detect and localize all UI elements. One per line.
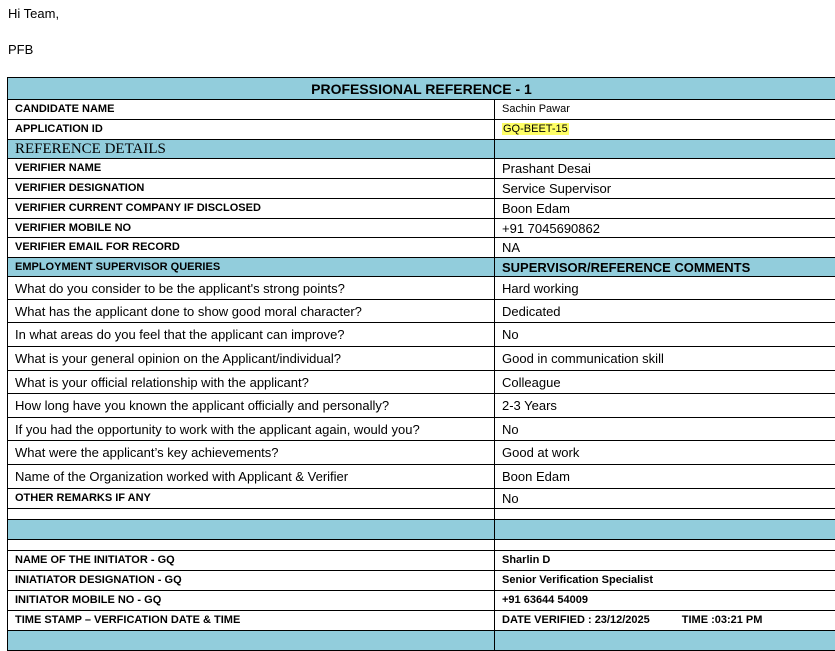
query-answer: Colleague	[495, 371, 835, 394]
queries-header-row	[8, 258, 835, 277]
verifier-company-label: VERIFIER CURRENT COMPANY IF DISCLOSED	[8, 199, 495, 219]
professional-reference-table	[7, 77, 835, 651]
query-question: In what areas do you feel that the applicant can improve?	[8, 323, 495, 347]
query-answer: Good in communication skill	[495, 347, 835, 371]
table-row	[8, 489, 835, 509]
application-id-label: APPLICATION ID	[8, 120, 495, 140]
table-row	[8, 120, 835, 140]
verifier-designation-label: VERIFIER DESIGNATION	[8, 179, 495, 199]
timestamp-cell	[495, 611, 835, 631]
candidate-name-label: CANDIDATE NAME	[8, 100, 495, 120]
application-id-value: GQ-BEET-15	[502, 123, 569, 135]
separator-row	[8, 520, 835, 540]
table-row	[8, 300, 835, 323]
table-row	[8, 551, 835, 571]
reference-details-blank	[495, 140, 835, 159]
email-greeting: Hi Team,	[8, 6, 59, 21]
query-answer: 2-3 Years	[495, 394, 835, 418]
query-question: What do you consider to be the applicant's strong points?	[8, 277, 495, 300]
title-row	[8, 78, 835, 100]
verifier-name-label: VERIFIER NAME	[8, 159, 495, 179]
initiator-mobile-value: +91 63644 54009	[495, 591, 835, 611]
initiator-name-label: NAME OF THE INITIATOR - GQ	[8, 551, 495, 571]
queries-heading-left: EMPLOYMENT SUPERVISOR QUERIES	[8, 258, 495, 277]
table-row	[8, 394, 835, 418]
query-answer: Hard working	[495, 277, 835, 300]
form-title: PROFESSIONAL REFERENCE - 1	[8, 78, 835, 100]
query-question: How long have you known the applicant officially and personally?	[8, 394, 495, 418]
table-row	[8, 159, 835, 179]
table-row	[8, 277, 835, 300]
other-remarks-label: OTHER REMARKS IF ANY	[8, 489, 495, 509]
verifier-designation-value: Service Supervisor	[495, 179, 835, 199]
table-row	[8, 591, 835, 611]
table-row	[8, 238, 835, 258]
query-question: What has the applicant done to show good moral character?	[8, 300, 495, 323]
footer-cell	[8, 631, 495, 651]
table-row	[8, 100, 835, 120]
verifier-mobile-label: VERIFIER MOBILE NO	[8, 219, 495, 238]
query-question: What were the applicant’s key achievements?	[8, 441, 495, 465]
table-row	[8, 347, 835, 371]
initiator-mobile-label: INITIATOR MOBILE NO - GQ	[8, 591, 495, 611]
query-answer: Good at work	[495, 441, 835, 465]
spacer-row	[8, 509, 835, 520]
queries-heading-right: SUPERVISOR/REFERENCE COMMENTS	[495, 258, 835, 277]
table-row	[8, 219, 835, 238]
query-answer: Dedicated	[495, 300, 835, 323]
spacer-cell	[495, 540, 835, 551]
query-question: What is your general opinion on the Applicant/individual?	[8, 347, 495, 371]
footer-row	[8, 631, 835, 651]
table-row	[8, 179, 835, 199]
footer-cell	[495, 631, 835, 651]
initiator-designation-label: INIATIATOR DESIGNATION - GQ	[8, 571, 495, 591]
table-row	[8, 571, 835, 591]
query-answer: Boon Edam	[495, 465, 835, 489]
query-question: What is your official relationship with the applicant?	[8, 371, 495, 394]
table-row	[8, 611, 835, 631]
query-question: If you had the opportunity to work with the applicant again, would you?	[8, 418, 495, 441]
query-answer: No	[495, 418, 835, 441]
spacer-row	[8, 540, 835, 551]
table-row	[8, 323, 835, 347]
table-row	[8, 418, 835, 441]
query-answer: No	[495, 323, 835, 347]
time-verified: TIME :03:21 PM	[682, 614, 763, 626]
verifier-company-value: Boon Edam	[495, 199, 835, 219]
candidate-name-value: Sachin Pawar	[495, 100, 835, 120]
table-row	[8, 371, 835, 394]
verifier-name-value: Prashant Desai	[495, 159, 835, 179]
date-verified: DATE VERIFIED : 23/12/2025	[502, 614, 650, 626]
initiator-designation-value: Senior Verification Specialist	[495, 571, 835, 591]
query-question: Name of the Organization worked with Applicant & Verifier	[8, 465, 495, 489]
spacer-cell	[8, 540, 495, 551]
application-id-cell	[495, 120, 835, 140]
separator-cell	[495, 520, 835, 540]
table-row	[8, 441, 835, 465]
separator-cell	[8, 520, 495, 540]
verifier-mobile-value: +91 7045690862	[495, 219, 835, 238]
spacer-cell	[495, 509, 835, 520]
reference-details-heading: REFERENCE DETAILS	[8, 140, 495, 159]
verifier-email-label: VERIFIER EMAIL FOR RECORD	[8, 238, 495, 258]
email-note: PFB	[8, 42, 33, 57]
spacer-cell	[8, 509, 495, 520]
verifier-email-value: NA	[495, 238, 835, 258]
other-remarks-value: No	[495, 489, 835, 509]
table-row	[8, 465, 835, 489]
initiator-name-value: Sharlin D	[495, 551, 835, 571]
timestamp-label: TIME STAMP – VERFICATION DATE & TIME	[8, 611, 495, 631]
table-row	[8, 199, 835, 219]
section-row	[8, 140, 835, 159]
